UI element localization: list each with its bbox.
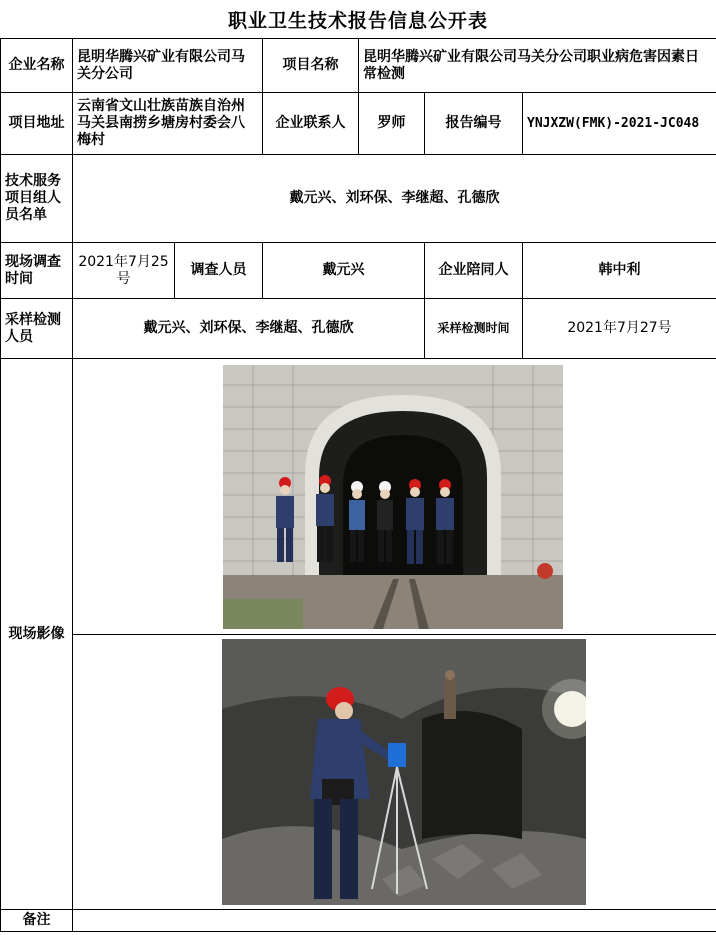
survey-time-value: 2021年7月25号: [73, 243, 175, 299]
address-label: 项目地址: [1, 93, 73, 155]
sampling-staff-value: 戴元兴、刘环保、李继超、孔德欣: [73, 299, 425, 359]
contact-label: 企业联系人: [263, 93, 359, 155]
survey-time-label: 现场调查时间: [1, 243, 73, 299]
report-no-label: 报告编号: [425, 93, 523, 155]
report-no-value: YNJXZW(FMK)-2021-JC048: [523, 93, 716, 155]
tunnel-entrance-photo: [223, 365, 563, 629]
sampling-time-value: 2021年7月27号: [523, 299, 716, 359]
page-title: 职业卫生技术报告信息公开表: [227, 9, 488, 32]
info-table: [0, 38, 716, 932]
photos-label: 现场影像: [1, 359, 73, 910]
investigator-value: 戴元兴: [263, 243, 425, 299]
companion-value: 韩中利: [523, 243, 716, 299]
project-value: 昆明华腾兴矿业有限公司马关分公司职业病危害因素日常检测: [359, 39, 716, 93]
notes-value: [73, 910, 716, 932]
contact-value: 罗师: [359, 93, 425, 155]
sampling-time-label: 采样检测时间: [425, 299, 523, 359]
team-label: 技术服务项目组人员名单: [1, 155, 73, 243]
project-label: 项目名称: [263, 39, 359, 93]
address-value: 云南省文山壮族苗族自治州马关县南捞乡塘房村委会八梅村: [73, 93, 263, 155]
company-value: 昆明华腾兴矿业有限公司马关分公司: [73, 39, 263, 93]
photos-cell: [73, 359, 716, 910]
sampling-staff-label: 采样检测人员: [1, 299, 73, 359]
company-label: 企业名称: [1, 39, 73, 93]
investigator-label: 调查人员: [175, 243, 263, 299]
companion-label: 企业陪同人: [425, 243, 523, 299]
team-value: 戴元兴、刘环保、李继超、孔德欣: [73, 155, 716, 243]
notes-label: 备注: [1, 910, 73, 932]
underground-sampling-photo: [222, 639, 586, 905]
photo-divider: [73, 634, 716, 635]
